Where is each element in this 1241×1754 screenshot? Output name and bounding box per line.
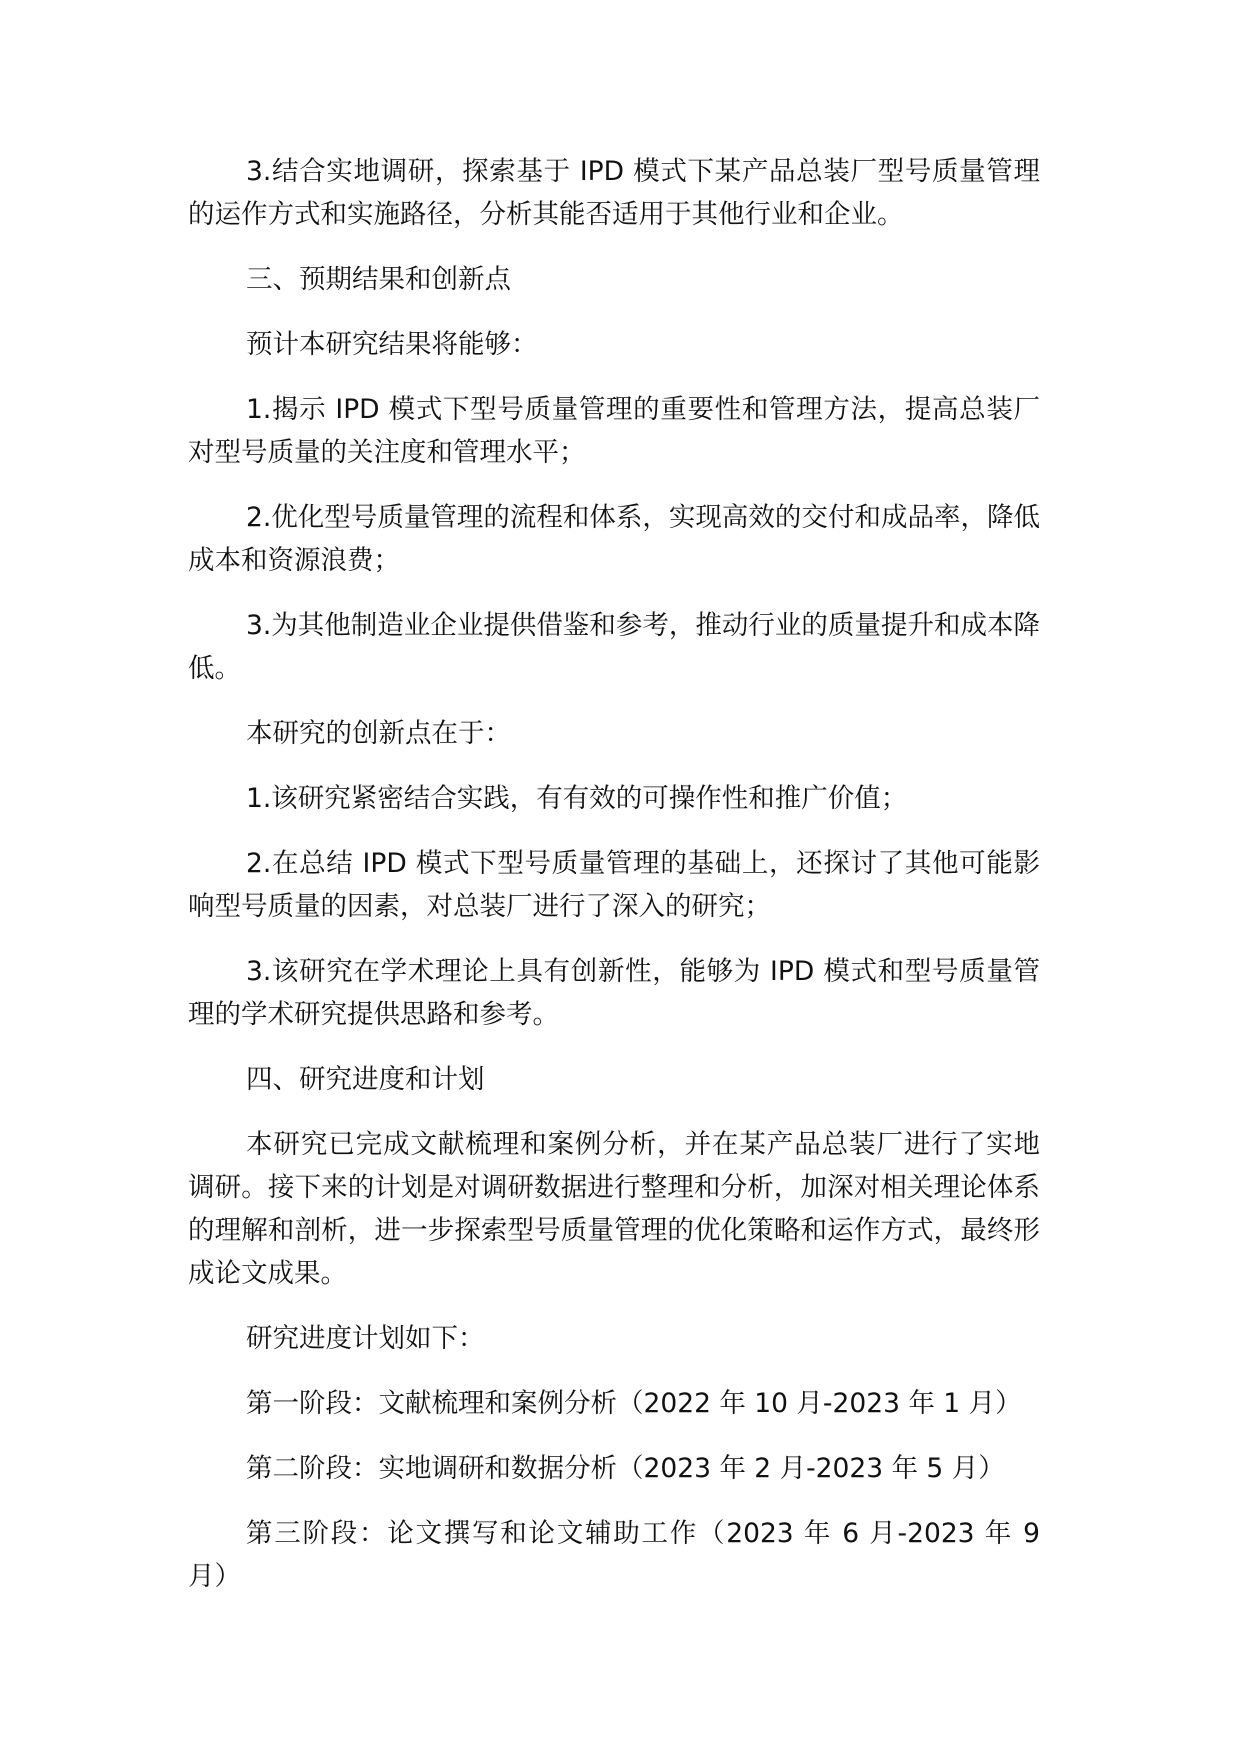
paragraph-innovation-2: 2.在总结 IPD 模式下型号质量管理的基础上，还探讨了其他可能影响型号质量的因素，对总装厂进行了深入的研究； [188,848,1040,922]
paragraph-innovation-intro: 本研究的创新点在于： [246,718,511,749]
paragraph-innovation-1: 1.该研究紧密结合实践，有有效的可操作性和推广价值； [246,783,908,814]
section-heading-progress-plan: 四、研究进度和计划 [246,1064,485,1095]
paragraph-innovation-3: 3.该研究在学术理论上具有创新性，能够为 IPD 模式和型号质量管理的学术研究提供思路和参考。 [188,956,1040,1030]
paragraph-expected-intro: 预计本研究结果将能够： [246,329,538,360]
schedule-phase-2: 第二阶段：实地调研和数据分析（2023 年 2 月-2023 年 5 月） [246,1453,1005,1484]
document-page [188,150,1040,1620]
paragraph-expected-1: 1.揭示 IPD 模式下型号质量管理的重要性和管理方法，提高总装厂对型号质量的关注度和管理水平； [188,394,1040,468]
paragraph-schedule-intro: 研究进度计划如下： [246,1323,485,1354]
schedule-phase-1: 第一阶段：文献梳理和案例分析（2022 年 10 月-2023 年 1 月） [246,1388,1022,1419]
paragraph-expected-3: 3.为其他制造业企业提供借鉴和参考，推动行业的质量提升和成本降低。 [188,610,1040,684]
paragraph-progress-summary: 本研究已完成文献梳理和案例分析，并在某产品总装厂进行了实地调研。接下来的计划是对调研数据进行整理和分析，加深对相关理论体系的理解和剖析，进一步探索型号质量管理的优化策略和运作方式，最终形成论文成果。 [188,1129,1040,1289]
schedule-phase-3: 第三阶段：论文撰写和论文辅助工作（2023 年 6 月-2023 年 9 月） [188,1518,1040,1592]
paragraph-objective-3: 3.结合实地调研，探索基于 IPD 模式下某产品总装厂型号质量管理的运作方式和实施路径，分析其能否适用于其他行业和企业。 [188,156,1040,230]
section-heading-expected-results: 三、预期结果和创新点 [246,264,511,295]
paragraph-expected-2: 2.优化型号质量管理的流程和体系，实现高效的交付和成品率，降低成本和资源浪费； [188,502,1040,576]
